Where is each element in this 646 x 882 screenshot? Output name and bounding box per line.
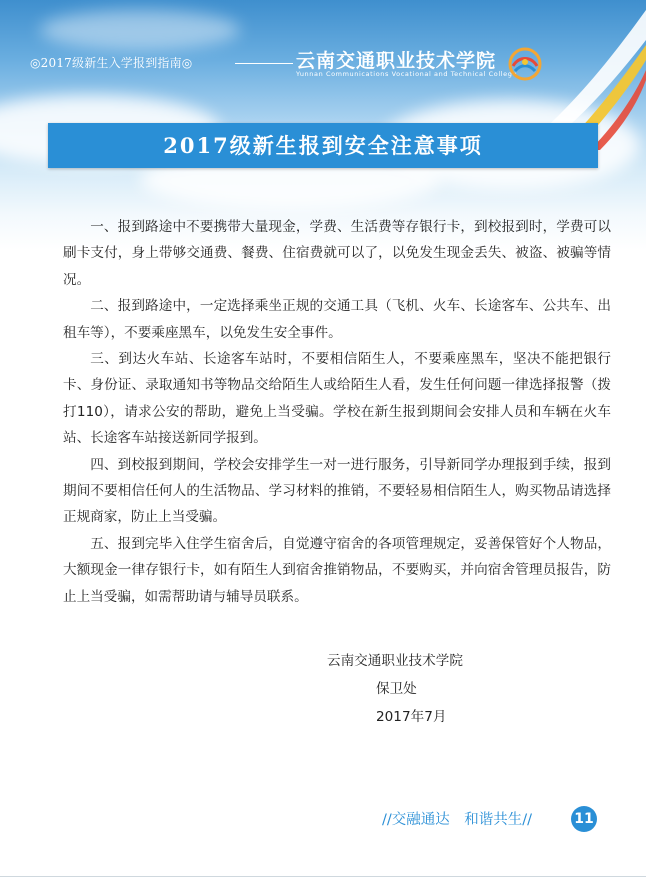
header-divider bbox=[235, 63, 293, 64]
signature-dept: 保卫处 bbox=[376, 681, 417, 697]
college-logo-icon bbox=[507, 46, 543, 82]
paragraph-4: 四、到校报到期间，学校会安排学生一对一进行服务，引导新同学办理报到手续，报到期间不要相信任何人的生活物品、学习材料的推销，不要轻易相信陌生人，购买物品请选择正规商家，防止上当受骗。 bbox=[63, 456, 611, 526]
notice-body bbox=[63, 214, 611, 610]
title-banner bbox=[48, 123, 598, 168]
footer-slogan: //交融通达 和谐共生// bbox=[382, 812, 533, 828]
paragraph-3: 三、到达火车站、长途客车站时，不要相信陌生人，不要乘座黑车，坚决不能把银行卡、身份证、录取通知书等物品交给陌生人或给陌生人看，发生任何问题一律选择报警（拨打110），请求公安的帮助，避免上当受骗。学校在新生报到期间会安排人员和车辆在火车站、长途客车站接送新同学报到。 bbox=[63, 351, 611, 447]
bottom-rule bbox=[0, 876, 646, 877]
header bbox=[0, 46, 646, 86]
guide-title: ◎2017级新生入学报到指南◎ bbox=[30, 56, 193, 70]
paragraph-2: 二、报到路途中，一定选择乘坐正规的交通工具（飞机、火车、长途客车、公共车、出租车等），不要乘座黑车，以免发生安全事件。 bbox=[63, 298, 611, 341]
signature-org: 云南交通职业技术学院 bbox=[327, 653, 463, 669]
college-name: 云南交通职业技术学院 bbox=[296, 50, 497, 72]
signature-date: 2017年7月 bbox=[376, 709, 447, 725]
cloud-decoration bbox=[40, 10, 240, 50]
college-english-name: Yunnan Communications Vocational and Technical College bbox=[296, 70, 518, 78]
paragraph-5: 五、报到完毕入住学生宿舍后，自觉遵守宿舍的各项管理规定，妥善保管好个人物品，大额现金一律存银行卡，如有陌生人到宿舍推销物品，不要购买，并向宿舍管理员报告，防止上当受骗，如需帮助请与辅导员联系。 bbox=[63, 535, 611, 605]
paragraph-1: 一、报到路途中不要携带大量现金，学费、生活费等存银行卡，到校报到时，学费可以刷卡支付，身上带够交通费、餐费、住宿费就可以了，以免发生现金丢失、被盗、被骗等情况。 bbox=[63, 219, 611, 288]
page-title: 2017级新生报到安全注意事项 bbox=[163, 133, 483, 158]
page-number-badge: 11 bbox=[571, 806, 597, 832]
